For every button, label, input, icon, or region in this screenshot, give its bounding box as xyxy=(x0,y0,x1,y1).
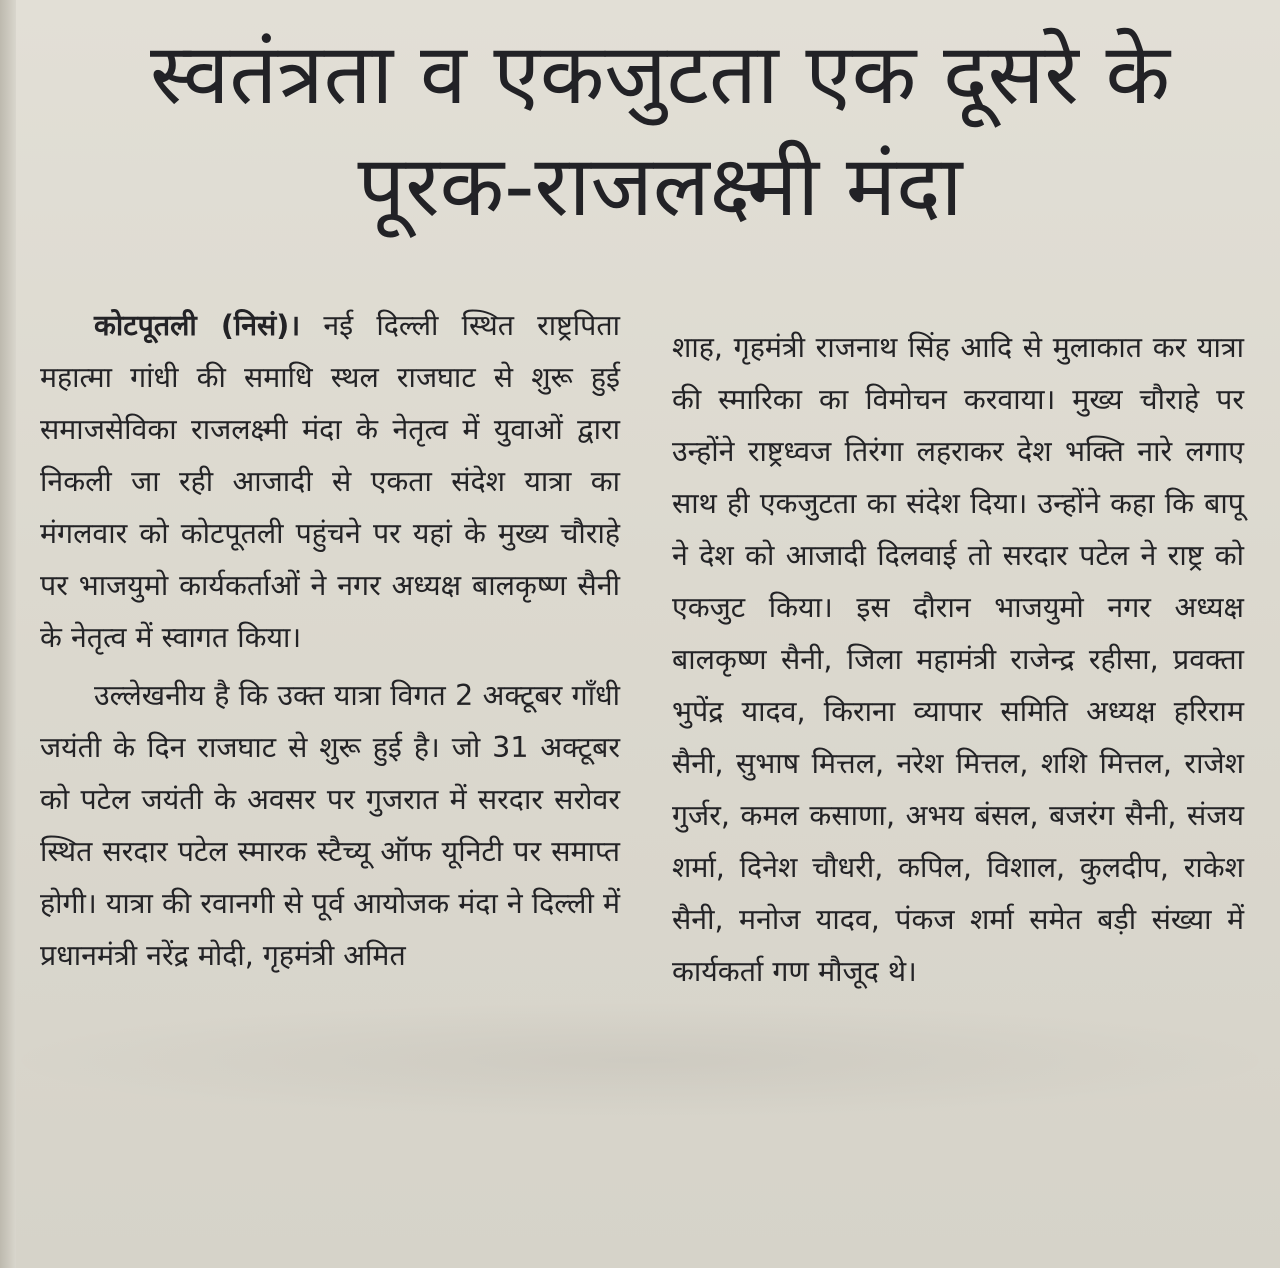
article-column-left xyxy=(40,300,620,982)
print-smudge xyxy=(0,1000,1280,1120)
paragraph-2-body: उल्लेखनीय है कि उक्त यात्रा विगत 2 अक्टूबर गाँधी जयंती के दिन राजघाट से शुरू हुई है। जो 31 अक्टूबर को पटेल जयंती के अवसर पर गुजरात में सरदार सरोवर स्थित सरदार पटेल स्मारक स्टैच्यू ऑफ यूनिटी पर समाप्त होगी। यात्रा की रवानगी से पूर्व आयोजक मंदा ने दिल्ली में प्रधानमंत्री नरेंद्र मोदी, गृहमंत्री अमित xyxy=(40,679,620,972)
article-column-right xyxy=(672,322,1244,998)
paragraph-1-body: नई दिल्ली स्थित राष्ट्रपिता महात्मा गांधी की समाधि स्थल राजघाट से शुरू हुई समाजसेविका राजलक्ष्मी मंदा के नेतृत्व में युवाओं द्वारा निकली जा रही आजादी से एकता संदेश यात्रा का मंगलवार को कोटपूतली पहुंचने पर यहां के मुख्य चौराहे पर भाजयुमो कार्यकर्ताओं ने नगर अध्यक्ष बालकृष्ण सैनी के नेतृत्व में स्वागत किया। xyxy=(40,309,620,654)
paper-edge xyxy=(0,0,16,1268)
article-headline: स्वतंत्रता व एकजुटता एक दूसरे के पूरक-राजलक्ष्मी मंदा xyxy=(150,25,1170,235)
paragraph-3-body: शाह, गृहमंत्री राजनाथ सिंह आदि से मुलाकात कर यात्रा की स्मारिका का विमोचन करवाया। मुख्य चौराहे पर उन्होंने राष्ट्रध्वज तिरंगा लहराकर देश भक्ति नारे लगाए साथ ही एकजुटता का संदेश दिया। उन्होंने कहा कि बापू ने देश को आजादी दिलवाई तो सरदार पटेल ने राष्ट्र को एकजुट किया। इस दौरान भाजयुमो नगर अध्यक्ष बालकृष्ण सैनी, जिला महामंत्री राजेन्द्र रहीसा, प्रवक्ता भुपेंद्र यादव, किराना व्यापार समिति अध्यक्ष हरिराम सैनी, सुभाष मित्तल, नरेश मित्तल, शशि मित्तल, राजेश गुर्जर, कमल कसाणा, अभय बंसल, बजरंग सैनी, संजय शर्मा, दिनेश चौधरी, कपिल, विशाल, कुलदीप, राकेश सैनी, मनोज यादव, पंकज शर्मा समेत बड़ी संख्या में कार्यकर्ता गण मौजूद थे। xyxy=(672,331,1244,988)
article-dateline: कोटपूतली (निसं)। xyxy=(94,309,301,342)
article-paragraph-2 xyxy=(40,670,620,982)
article-paragraph-3 xyxy=(672,322,1244,998)
article-paragraph-1 xyxy=(40,300,620,664)
